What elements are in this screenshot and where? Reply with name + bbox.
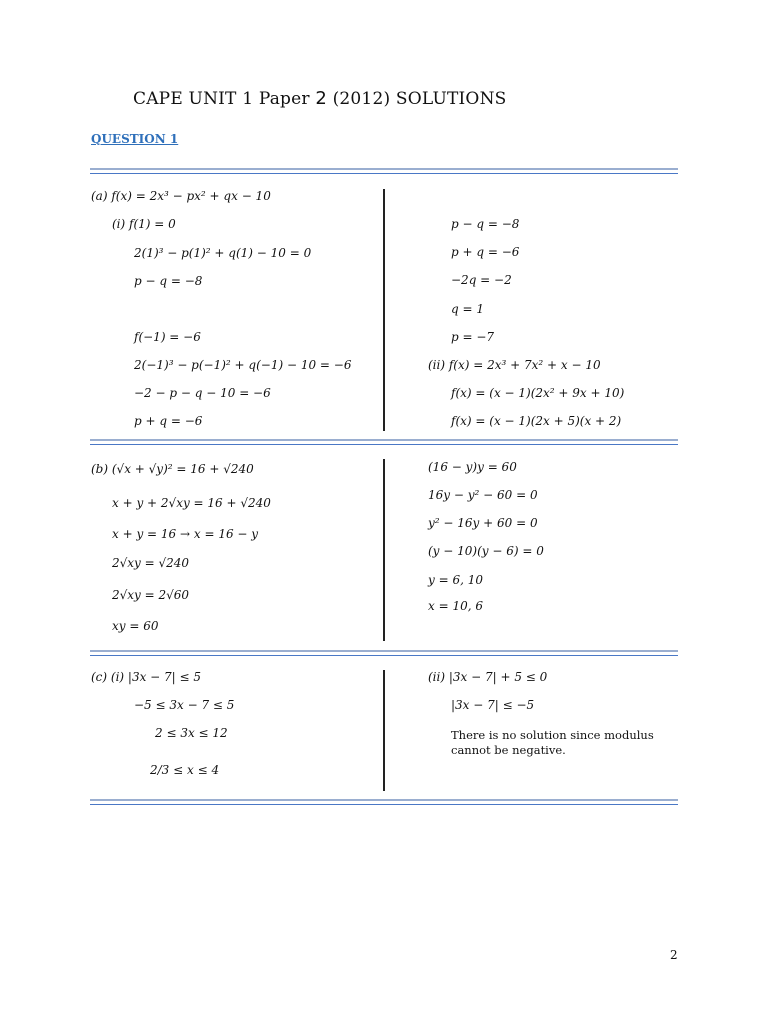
math-line: (a) f(x) = 2x³ − px² + qx − 10 bbox=[91, 189, 271, 203]
page-number: 2 bbox=[670, 948, 678, 962]
column-separator bbox=[383, 670, 385, 791]
math-line: 2√xy = √240 bbox=[112, 556, 190, 570]
question-label: QUESTION 1 bbox=[91, 132, 179, 146]
math-line: p − q = −8 bbox=[451, 217, 520, 231]
math-line: x + y = 16 → x = 16 − y bbox=[112, 527, 259, 541]
section-divider bbox=[90, 799, 678, 801]
column-separator bbox=[383, 189, 385, 431]
math-line: (b) (√x + √y)² = 16 + √240 bbox=[91, 462, 254, 476]
math-line: (ii) f(x) = 2x³ + 7x² + x − 10 bbox=[428, 358, 601, 372]
math-line: (y − 10)(y − 6) = 0 bbox=[428, 544, 544, 558]
math-line: 2/3 ≤ x ≤ 4 bbox=[150, 763, 220, 777]
math-line: −2 − p − q − 10 = −6 bbox=[134, 386, 271, 400]
section-divider bbox=[90, 655, 678, 656]
column-separator bbox=[383, 459, 385, 641]
math-line: p + q = −6 bbox=[451, 245, 520, 259]
math-line: 2(−1)³ − p(−1)² + q(−1) − 10 = −6 bbox=[134, 358, 352, 372]
section-divider bbox=[90, 168, 678, 170]
math-line: |3x − 7| ≤ −5 bbox=[451, 698, 535, 712]
solution-note: There is no solution since modulus cannot be negative. bbox=[451, 728, 654, 757]
math-line: f(x) = (x − 1)(2x² + 9x + 10) bbox=[451, 386, 625, 400]
math-line: (16 − y)y = 60 bbox=[428, 460, 517, 474]
math-line: y² − 16y + 60 = 0 bbox=[428, 516, 538, 530]
math-line: 2(1)³ − p(1)² + q(1) − 10 = 0 bbox=[134, 246, 312, 260]
math-line: 2 ≤ 3x ≤ 12 bbox=[155, 726, 228, 740]
math-line: p − q = −8 bbox=[134, 274, 203, 288]
math-line: x + y + 2√xy = 16 + √240 bbox=[112, 496, 271, 510]
math-line: −5 ≤ 3x − 7 ≤ 5 bbox=[134, 698, 235, 712]
page-title: CAPE UNIT 1 Paper 2 (2012) SOLUTIONS bbox=[133, 88, 507, 109]
math-line: xy = 60 bbox=[112, 619, 159, 633]
math-line: −2q = −2 bbox=[451, 273, 512, 287]
math-line: q = 1 bbox=[451, 302, 484, 316]
section-divider bbox=[90, 804, 678, 805]
math-line: p + q = −6 bbox=[134, 414, 203, 428]
math-line: x = 10, 6 bbox=[428, 599, 483, 613]
math-line: 16y − y² − 60 = 0 bbox=[428, 488, 538, 502]
section-divider bbox=[90, 173, 678, 174]
math-line: (ii) |3x − 7| + 5 ≤ 0 bbox=[428, 670, 548, 684]
section-divider bbox=[90, 650, 678, 652]
math-line: (c) (i) |3x − 7| ≤ 5 bbox=[91, 670, 202, 684]
math-line: 2√xy = 2√60 bbox=[112, 588, 190, 602]
math-line: (i) f(1) = 0 bbox=[112, 217, 176, 231]
section-divider bbox=[90, 444, 678, 445]
math-line: f(−1) = −6 bbox=[134, 330, 201, 344]
math-line: y = 6, 10 bbox=[428, 573, 483, 587]
math-line: f(x) = (x − 1)(2x + 5)(x + 2) bbox=[451, 414, 622, 428]
section-divider bbox=[90, 439, 678, 441]
math-line: p = −7 bbox=[451, 330, 495, 344]
